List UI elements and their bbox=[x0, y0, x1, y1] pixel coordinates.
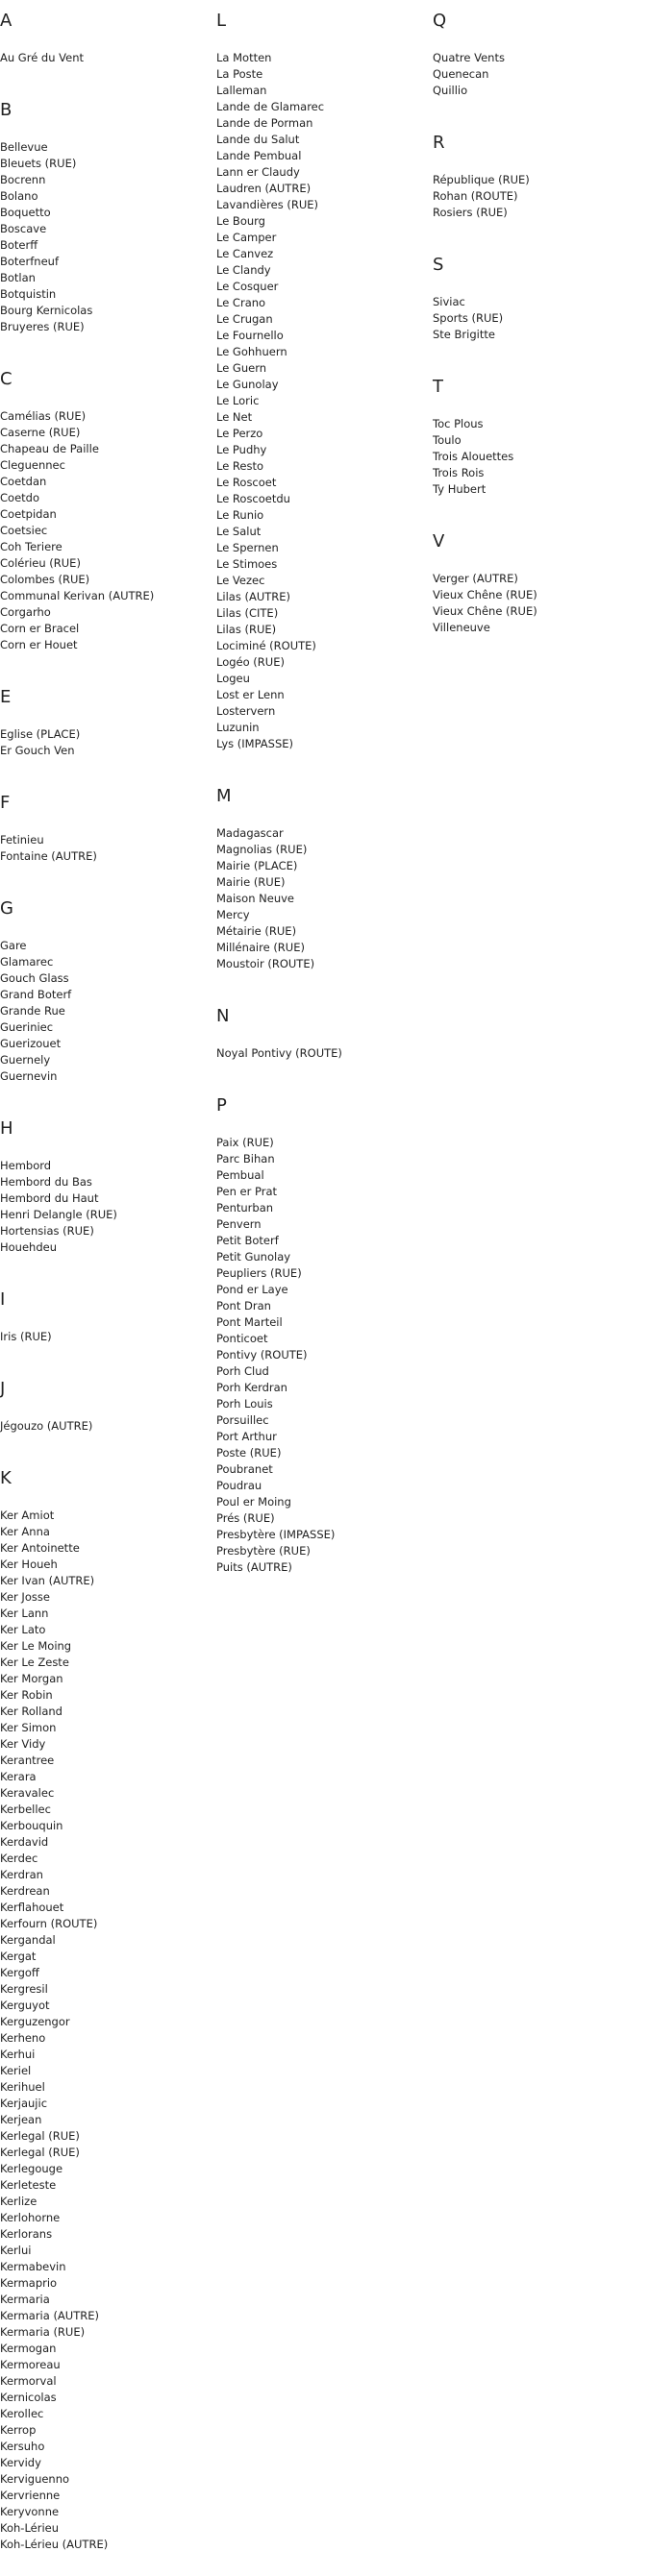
street-link[interactable]: Petit Boterf bbox=[216, 1234, 279, 1247]
street-list bbox=[433, 571, 644, 636]
street-link[interactable]: Glamarec bbox=[0, 955, 54, 969]
street-link[interactable]: Kerrop bbox=[0, 2423, 37, 2437]
street-link[interactable]: Ker Vidy bbox=[0, 1737, 46, 1751]
street-link[interactable]: Ker Le Zeste bbox=[0, 1656, 69, 1669]
group-spacer bbox=[0, 335, 212, 358]
letter-group-r bbox=[433, 122, 644, 244]
street-link[interactable]: Lalleman bbox=[216, 84, 267, 97]
letter-heading: N bbox=[216, 1006, 230, 1026]
letter-group-b bbox=[0, 89, 212, 358]
street-link[interactable]: Kerheno bbox=[0, 2031, 46, 2045]
street-link[interactable]: Laudren (AUTRE) bbox=[216, 182, 312, 195]
street-link[interactable]: Guernevin bbox=[0, 1069, 58, 1083]
letter-heading: A bbox=[0, 11, 12, 31]
street-link[interactable]: Caserne (RUE) bbox=[0, 426, 81, 439]
street-list bbox=[433, 172, 644, 221]
street-link[interactable]: Noyal Pontivy (ROUTE) bbox=[216, 1046, 342, 1060]
street-link[interactable]: Coetpidan bbox=[0, 507, 57, 521]
letter-group-q bbox=[433, 0, 644, 122]
street-link[interactable]: Boterfneuf bbox=[0, 255, 59, 268]
street-link[interactable]: Gare bbox=[0, 939, 27, 952]
street-link[interactable]: Mairie (RUE) bbox=[216, 875, 286, 889]
street-link[interactable]: Ty Hubert bbox=[433, 482, 487, 496]
street-link[interactable]: Porh Clud bbox=[216, 1364, 269, 1378]
street-list bbox=[433, 50, 644, 99]
street-link[interactable]: Kervidy bbox=[0, 2456, 41, 2469]
street-link[interactable]: Botquistin bbox=[0, 287, 57, 301]
group-spacer bbox=[433, 498, 644, 521]
street-link[interactable]: Toulo bbox=[433, 433, 462, 447]
street-link[interactable]: Ker Simon bbox=[0, 1721, 57, 1734]
street-link[interactable]: Toc Plous bbox=[433, 417, 484, 430]
street-link[interactable]: Penturban bbox=[216, 1201, 274, 1214]
street-link[interactable]: Kerihuel bbox=[0, 2080, 45, 2094]
street-link[interactable]: Kerhui bbox=[0, 2048, 36, 2061]
letter-heading: S bbox=[433, 255, 444, 275]
street-link[interactable]: Kerbellec bbox=[0, 1803, 51, 1816]
street-list bbox=[433, 416, 644, 498]
group-spacer bbox=[433, 99, 644, 122]
letter-group-e bbox=[0, 676, 212, 782]
street-link[interactable]: Quenecan bbox=[433, 67, 489, 81]
street-link[interactable]: Penvern bbox=[216, 1217, 262, 1231]
street-link[interactable]: Coh Teriere bbox=[0, 540, 62, 553]
street-link[interactable]: Er Gouch Ven bbox=[0, 744, 75, 757]
letter-heading: J bbox=[0, 1379, 6, 1399]
street-link[interactable]: Kermorval bbox=[0, 2374, 57, 2388]
street-link[interactable]: Porh Kerdran bbox=[216, 1381, 287, 1394]
street-link[interactable]: Bolano bbox=[0, 189, 38, 203]
street-link[interactable]: Kermoreau bbox=[0, 2358, 61, 2371]
letter-heading: F bbox=[0, 793, 11, 813]
street-link[interactable]: Bleuets (RUE) bbox=[0, 157, 77, 170]
street-link[interactable]: Koh-Lérieu (AUTRE) bbox=[0, 2538, 109, 2551]
street-link[interactable]: Logeu bbox=[216, 672, 250, 685]
street-link[interactable]: Parc Bihan bbox=[216, 1152, 275, 1165]
street-link[interactable]: Bellevue bbox=[0, 140, 48, 154]
group-spacer bbox=[0, 1085, 212, 1108]
street-link[interactable]: Lociminé (ROUTE) bbox=[216, 639, 316, 652]
street-link[interactable]: Kerlegal (RUE) bbox=[0, 2146, 80, 2159]
street-list bbox=[216, 50, 428, 752]
street-link[interactable]: Pontivy (ROUTE) bbox=[216, 1348, 308, 1362]
letter-group-i bbox=[0, 1279, 212, 1368]
group-spacer bbox=[0, 1345, 212, 1368]
street-link[interactable]: Kerguyot bbox=[0, 1999, 50, 2012]
street-link[interactable]: Sports (RUE) bbox=[433, 311, 504, 325]
street-index-column-2 bbox=[216, 0, 428, 1599]
group-spacer bbox=[0, 759, 212, 782]
street-link[interactable]: Coetdan bbox=[0, 475, 47, 488]
street-link[interactable]: Petit Gunolay bbox=[216, 1250, 291, 1263]
street-link[interactable]: Kerbouquin bbox=[0, 1819, 63, 1832]
street-link[interactable]: Grand Boterf bbox=[0, 988, 72, 1001]
street-link[interactable]: Le Bourg bbox=[216, 214, 265, 228]
street-link[interactable]: Lavandières (RUE) bbox=[216, 198, 319, 211]
street-link[interactable]: Kerflahouet bbox=[0, 1901, 64, 1914]
street-link[interactable]: Le Resto bbox=[216, 459, 264, 473]
street-link[interactable]: Trois Rois bbox=[433, 466, 485, 479]
street-link[interactable]: Le Camper bbox=[216, 231, 277, 244]
street-link[interactable]: Lilas (AUTRE) bbox=[216, 590, 291, 603]
street-link[interactable]: Le Stimoes bbox=[216, 557, 278, 571]
street-link[interactable]: Magnolias (RUE) bbox=[216, 843, 308, 856]
letter-heading: I bbox=[0, 1289, 6, 1310]
letter-group-g bbox=[0, 888, 212, 1108]
street-link[interactable]: Kergresil bbox=[0, 1982, 48, 1996]
street-link[interactable]: Bocrenn bbox=[0, 173, 46, 186]
street-link[interactable]: Fontaine (AUTRE) bbox=[0, 849, 97, 863]
letter-group-l bbox=[216, 0, 428, 775]
street-link[interactable]: Kerjaujic bbox=[0, 2097, 48, 2110]
street-link[interactable]: Botlan bbox=[0, 271, 36, 284]
street-index-column-1 bbox=[0, 0, 212, 2576]
street-link[interactable]: Colombes (RUE) bbox=[0, 573, 90, 586]
street-link[interactable]: Ker Ivan (AUTRE) bbox=[0, 1574, 95, 1587]
letter-heading: V bbox=[433, 531, 445, 552]
street-link[interactable]: Le Perzo bbox=[216, 427, 263, 440]
street-link[interactable]: Kerdec bbox=[0, 1852, 38, 1865]
street-link[interactable]: Vieux Chêne (RUE) bbox=[433, 588, 537, 601]
letter-group-a bbox=[0, 0, 212, 89]
street-link[interactable]: Pembual bbox=[216, 1168, 264, 1182]
street-link[interactable]: Guerizouet bbox=[0, 1037, 62, 1050]
street-link[interactable]: Le Fournello bbox=[216, 329, 284, 342]
street-link[interactable]: Presbytère (IMPASSE) bbox=[216, 1528, 336, 1541]
street-link[interactable]: Quillio bbox=[433, 84, 468, 97]
letter-group-h bbox=[0, 1108, 212, 1279]
street-link[interactable]: La Motten bbox=[216, 51, 272, 64]
street-link[interactable]: Kerleteste bbox=[0, 2178, 57, 2192]
street-link[interactable]: Kerguzengor bbox=[0, 2015, 70, 2028]
street-link[interactable]: Lande de Porman bbox=[216, 116, 313, 130]
street-list bbox=[0, 50, 212, 66]
street-link[interactable]: Lys (IMPASSE) bbox=[216, 737, 294, 750]
street-link[interactable]: Le Roscoetdu bbox=[216, 492, 290, 505]
street-link[interactable]: Le Gohhuern bbox=[216, 345, 287, 358]
street-link[interactable]: Porsuillec bbox=[216, 1413, 269, 1427]
street-link[interactable]: Lost er Lenn bbox=[216, 688, 285, 701]
street-link[interactable]: Corn er Bracel bbox=[0, 622, 80, 635]
street-link[interactable]: Gouch Glass bbox=[0, 971, 69, 985]
street-link[interactable]: Kermogan bbox=[0, 2342, 57, 2355]
street-link[interactable]: Kerlui bbox=[0, 2244, 32, 2257]
letter-heading: B bbox=[0, 100, 12, 120]
street-link[interactable]: Ker Antoinette bbox=[0, 1541, 80, 1555]
street-link[interactable]: Kervrienne bbox=[0, 2489, 61, 2502]
street-link[interactable]: Mercy bbox=[216, 908, 250, 921]
street-link[interactable]: La Poste bbox=[216, 67, 263, 81]
letter-heading: L bbox=[216, 11, 227, 31]
street-link[interactable]: Ker Morgan bbox=[0, 1672, 63, 1685]
street-link[interactable]: Ker Le Moing bbox=[0, 1639, 72, 1653]
street-link[interactable]: Le Clandy bbox=[216, 263, 271, 277]
street-link[interactable]: Porh Louis bbox=[216, 1397, 273, 1411]
street-list bbox=[0, 1158, 212, 1256]
street-link[interactable]: Poul er Moing bbox=[216, 1495, 291, 1509]
street-link[interactable]: Pont Marteil bbox=[216, 1315, 283, 1329]
street-link[interactable]: Rohan (ROUTE) bbox=[433, 189, 518, 203]
street-link[interactable]: Kerdavid bbox=[0, 1835, 49, 1849]
street-link[interactable]: Ker Lato bbox=[0, 1623, 46, 1636]
street-list bbox=[433, 294, 644, 343]
letter-group-v bbox=[433, 521, 644, 659]
street-link[interactable]: Le Roscoet bbox=[216, 476, 277, 489]
street-link[interactable]: Trois Alouettes bbox=[433, 450, 514, 463]
street-list bbox=[0, 1329, 212, 1345]
street-link[interactable]: Pond er Laye bbox=[216, 1283, 288, 1296]
street-link[interactable]: Le Cosquer bbox=[216, 280, 279, 293]
street-link[interactable]: Pont Dran bbox=[216, 1299, 271, 1313]
street-link[interactable]: Ker Anna bbox=[0, 1525, 50, 1538]
letter-heading: Q bbox=[433, 11, 447, 31]
street-link[interactable]: Hembord bbox=[0, 1159, 52, 1172]
group-spacer bbox=[216, 1062, 428, 1085]
street-link[interactable]: Lande du Salut bbox=[216, 133, 300, 146]
street-list bbox=[216, 825, 428, 972]
street-link[interactable]: Maison Neuve bbox=[216, 892, 294, 905]
street-link[interactable]: Kerlegal (RUE) bbox=[0, 2129, 80, 2143]
group-spacer bbox=[0, 865, 212, 888]
street-link[interactable]: Kernicolas bbox=[0, 2391, 57, 2404]
group-spacer bbox=[433, 636, 644, 659]
street-list bbox=[0, 1418, 212, 1435]
group-spacer bbox=[216, 1576, 428, 1599]
street-link[interactable]: Kergoff bbox=[0, 1966, 39, 1979]
street-link[interactable]: Presbytère (RUE) bbox=[216, 1544, 311, 1558]
letter-heading: K bbox=[0, 1468, 12, 1488]
street-link[interactable]: Le Canvez bbox=[216, 247, 274, 260]
street-link[interactable]: Kermaria (RUE) bbox=[0, 2325, 86, 2339]
letter-heading: G bbox=[0, 898, 13, 919]
street-link[interactable]: Camélias (RUE) bbox=[0, 409, 87, 423]
street-link[interactable]: Paix (RUE) bbox=[216, 1136, 274, 1149]
letter-group-j bbox=[0, 1368, 212, 1458]
street-link[interactable]: Houehdeu bbox=[0, 1240, 57, 1254]
letter-heading: C bbox=[0, 369, 12, 389]
street-link[interactable]: Ker Amiot bbox=[0, 1509, 55, 1522]
street-link[interactable]: Millénaire (RUE) bbox=[216, 941, 305, 954]
street-link[interactable]: Bourg Kernicolas bbox=[0, 304, 93, 317]
street-link[interactable]: Keriel bbox=[0, 2064, 32, 2077]
street-link[interactable]: Kerviguenno bbox=[0, 2472, 70, 2486]
street-link[interactable]: Mairie (PLACE) bbox=[216, 859, 298, 872]
street-link[interactable]: Lande Pembual bbox=[216, 149, 302, 162]
street-link[interactable]: Bruyeres (RUE) bbox=[0, 320, 85, 333]
group-spacer bbox=[216, 972, 428, 995]
street-link[interactable]: Hortensias (RUE) bbox=[0, 1224, 94, 1238]
street-link[interactable]: Corn er Houet bbox=[0, 638, 78, 651]
street-link[interactable]: Chapeau de Paille bbox=[0, 442, 99, 455]
street-link[interactable]: Cleguennec bbox=[0, 458, 65, 472]
street-list bbox=[216, 1045, 428, 1062]
street-link[interactable]: Lilas (RUE) bbox=[216, 623, 277, 636]
letter-heading: H bbox=[0, 1118, 13, 1139]
street-link[interactable]: Lande de Glamarec bbox=[216, 100, 325, 113]
street-link[interactable]: Le Pudhy bbox=[216, 443, 267, 456]
street-link[interactable]: Boscave bbox=[0, 222, 47, 235]
street-link[interactable]: Kergandal bbox=[0, 1933, 56, 1947]
street-link[interactable]: Kerlorans bbox=[0, 2227, 53, 2241]
street-link[interactable]: Le Net bbox=[216, 410, 253, 424]
street-link[interactable]: Poudrau bbox=[216, 1479, 262, 1492]
street-link[interactable]: Le Vezec bbox=[216, 574, 265, 587]
street-list bbox=[0, 139, 212, 335]
street-link[interactable]: Hembord du Bas bbox=[0, 1175, 92, 1189]
street-link[interactable]: Port Arthur bbox=[216, 1430, 277, 1443]
letter-heading: E bbox=[0, 687, 12, 707]
street-link[interactable]: Ker Robin bbox=[0, 1688, 53, 1702]
street-link[interactable]: Kerantree bbox=[0, 1754, 55, 1767]
street-link[interactable]: Puits (AUTRE) bbox=[216, 1560, 292, 1574]
street-link[interactable]: Ker Rolland bbox=[0, 1705, 62, 1718]
street-link[interactable]: Luzunin bbox=[216, 721, 260, 734]
street-link[interactable]: Boquetto bbox=[0, 206, 51, 219]
letter-group-n bbox=[216, 995, 428, 1085]
street-link[interactable]: Au Gré du Vent bbox=[0, 51, 85, 64]
street-link[interactable]: Kerollec bbox=[0, 2407, 44, 2420]
street-link[interactable]: Colérieu (RUE) bbox=[0, 556, 81, 570]
street-link[interactable]: Keryvonne bbox=[0, 2505, 60, 2518]
street-link[interactable]: Koh-Lérieu bbox=[0, 2521, 60, 2535]
street-link[interactable]: Corgarho bbox=[0, 605, 51, 619]
group-spacer bbox=[0, 1256, 212, 1279]
group-spacer bbox=[0, 66, 212, 89]
street-link[interactable]: Logéo (RUE) bbox=[216, 655, 285, 669]
letter-group-t bbox=[433, 366, 644, 521]
street-list bbox=[0, 726, 212, 759]
street-link[interactable]: Eglise (PLACE) bbox=[0, 727, 81, 741]
street-link[interactable]: Kermabevin bbox=[0, 2260, 66, 2273]
group-spacer bbox=[216, 752, 428, 775]
group-spacer bbox=[0, 1435, 212, 1458]
street-link[interactable]: Henri Delangle (RUE) bbox=[0, 1208, 117, 1221]
street-link[interactable]: Ker Josse bbox=[0, 1590, 50, 1604]
letter-group-p bbox=[216, 1085, 428, 1599]
letter-heading: R bbox=[433, 133, 445, 153]
street-list bbox=[0, 408, 212, 653]
letter-group-c bbox=[0, 358, 212, 676]
group-spacer bbox=[433, 343, 644, 366]
street-link[interactable]: Lann er Claudy bbox=[216, 165, 300, 179]
street-link[interactable]: Coetsiec bbox=[0, 524, 48, 537]
street-link[interactable]: Moustoir (ROUTE) bbox=[216, 957, 315, 970]
street-link[interactable]: Poubranet bbox=[216, 1462, 273, 1476]
group-spacer bbox=[433, 221, 644, 244]
street-link[interactable]: Prés (RUE) bbox=[216, 1511, 275, 1525]
street-link[interactable]: Le Crano bbox=[216, 296, 266, 309]
street-link[interactable]: Kerjean bbox=[0, 2113, 42, 2126]
group-spacer bbox=[0, 2553, 212, 2576]
street-link[interactable]: Fetinieu bbox=[0, 833, 44, 846]
street-link[interactable]: Kerlohorne bbox=[0, 2211, 61, 2224]
street-link[interactable]: Kerdran bbox=[0, 1868, 43, 1881]
street-link[interactable]: Pen er Prat bbox=[216, 1185, 278, 1198]
street-link[interactable]: Boterff bbox=[0, 238, 38, 252]
street-link[interactable]: Ste Brigitte bbox=[433, 328, 495, 341]
street-link[interactable]: République (RUE) bbox=[433, 173, 530, 186]
street-link[interactable]: Le Crugan bbox=[216, 312, 273, 326]
street-link[interactable]: Communal Kerivan (AUTRE) bbox=[0, 589, 155, 602]
street-list bbox=[0, 1508, 212, 2553]
street-link[interactable]: Kerlegouge bbox=[0, 2162, 63, 2175]
street-link[interactable]: Villeneuve bbox=[433, 621, 490, 634]
street-link[interactable]: Le Loric bbox=[216, 394, 260, 407]
street-link[interactable]: Kersuho bbox=[0, 2440, 45, 2453]
street-link[interactable]: Quatre Vents bbox=[433, 51, 505, 64]
street-link[interactable]: Kerlize bbox=[0, 2195, 37, 2208]
street-link[interactable]: Jégouzo (AUTRE) bbox=[0, 1419, 93, 1433]
street-link[interactable]: Le Spernen bbox=[216, 541, 279, 554]
letter-group-m bbox=[216, 775, 428, 995]
street-link[interactable]: Lostervern bbox=[216, 704, 276, 718]
street-link[interactable]: Ker Lann bbox=[0, 1607, 49, 1620]
street-list bbox=[0, 832, 212, 865]
street-link[interactable]: Vieux Chêne (RUE) bbox=[433, 604, 537, 618]
street-link[interactable]: Kerfourn (ROUTE) bbox=[0, 1917, 98, 1930]
letter-group-f bbox=[0, 782, 212, 888]
street-link[interactable]: Le Salut bbox=[216, 525, 262, 538]
group-spacer bbox=[0, 653, 212, 676]
street-list bbox=[216, 1135, 428, 1576]
street-link[interactable]: Kermaprio bbox=[0, 2276, 58, 2290]
street-link[interactable]: Ker Houeh bbox=[0, 1558, 58, 1571]
letter-heading: P bbox=[216, 1095, 227, 1116]
street-link[interactable]: Le Guern bbox=[216, 361, 267, 375]
street-link[interactable]: Gueriniec bbox=[0, 1020, 54, 1034]
street-link[interactable]: Kermaria bbox=[0, 2293, 50, 2306]
street-link[interactable]: Coetdo bbox=[0, 491, 39, 504]
street-link[interactable]: Guernely bbox=[0, 1053, 51, 1067]
street-link[interactable]: Grande Rue bbox=[0, 1004, 65, 1018]
street-link[interactable]: Hembord du Haut bbox=[0, 1191, 99, 1205]
street-link[interactable]: Kermaria (AUTRE) bbox=[0, 2309, 99, 2322]
street-link[interactable]: Keravalec bbox=[0, 1786, 55, 1800]
street-link[interactable]: Ponticoet bbox=[216, 1332, 268, 1345]
letter-group-k bbox=[0, 1458, 212, 2576]
letter-heading: T bbox=[433, 377, 443, 397]
street-link[interactable]: Verger (AUTRE) bbox=[433, 572, 518, 585]
street-link[interactable]: Peupliers (RUE) bbox=[216, 1266, 302, 1280]
street-index-column-3 bbox=[433, 0, 644, 659]
street-link[interactable]: Iris (RUE) bbox=[0, 1330, 52, 1343]
street-link[interactable]: Madagascar bbox=[216, 826, 284, 840]
street-link[interactable]: Kerdrean bbox=[0, 1884, 50, 1898]
letter-group-s bbox=[433, 244, 644, 366]
street-link[interactable]: Métairie (RUE) bbox=[216, 924, 297, 938]
street-link[interactable]: Rosiers (RUE) bbox=[433, 206, 508, 219]
street-link[interactable]: Lilas (CITE) bbox=[216, 606, 279, 620]
street-link[interactable]: Le Gunolay bbox=[216, 378, 279, 391]
street-link[interactable]: Kergat bbox=[0, 1950, 37, 1963]
letter-heading: M bbox=[216, 786, 232, 806]
street-link[interactable]: Kerara bbox=[0, 1770, 37, 1783]
street-link[interactable]: Le Runio bbox=[216, 508, 264, 522]
street-link[interactable]: Poste (RUE) bbox=[216, 1446, 282, 1460]
street-list bbox=[0, 938, 212, 1085]
street-link[interactable]: Siviac bbox=[433, 295, 465, 308]
